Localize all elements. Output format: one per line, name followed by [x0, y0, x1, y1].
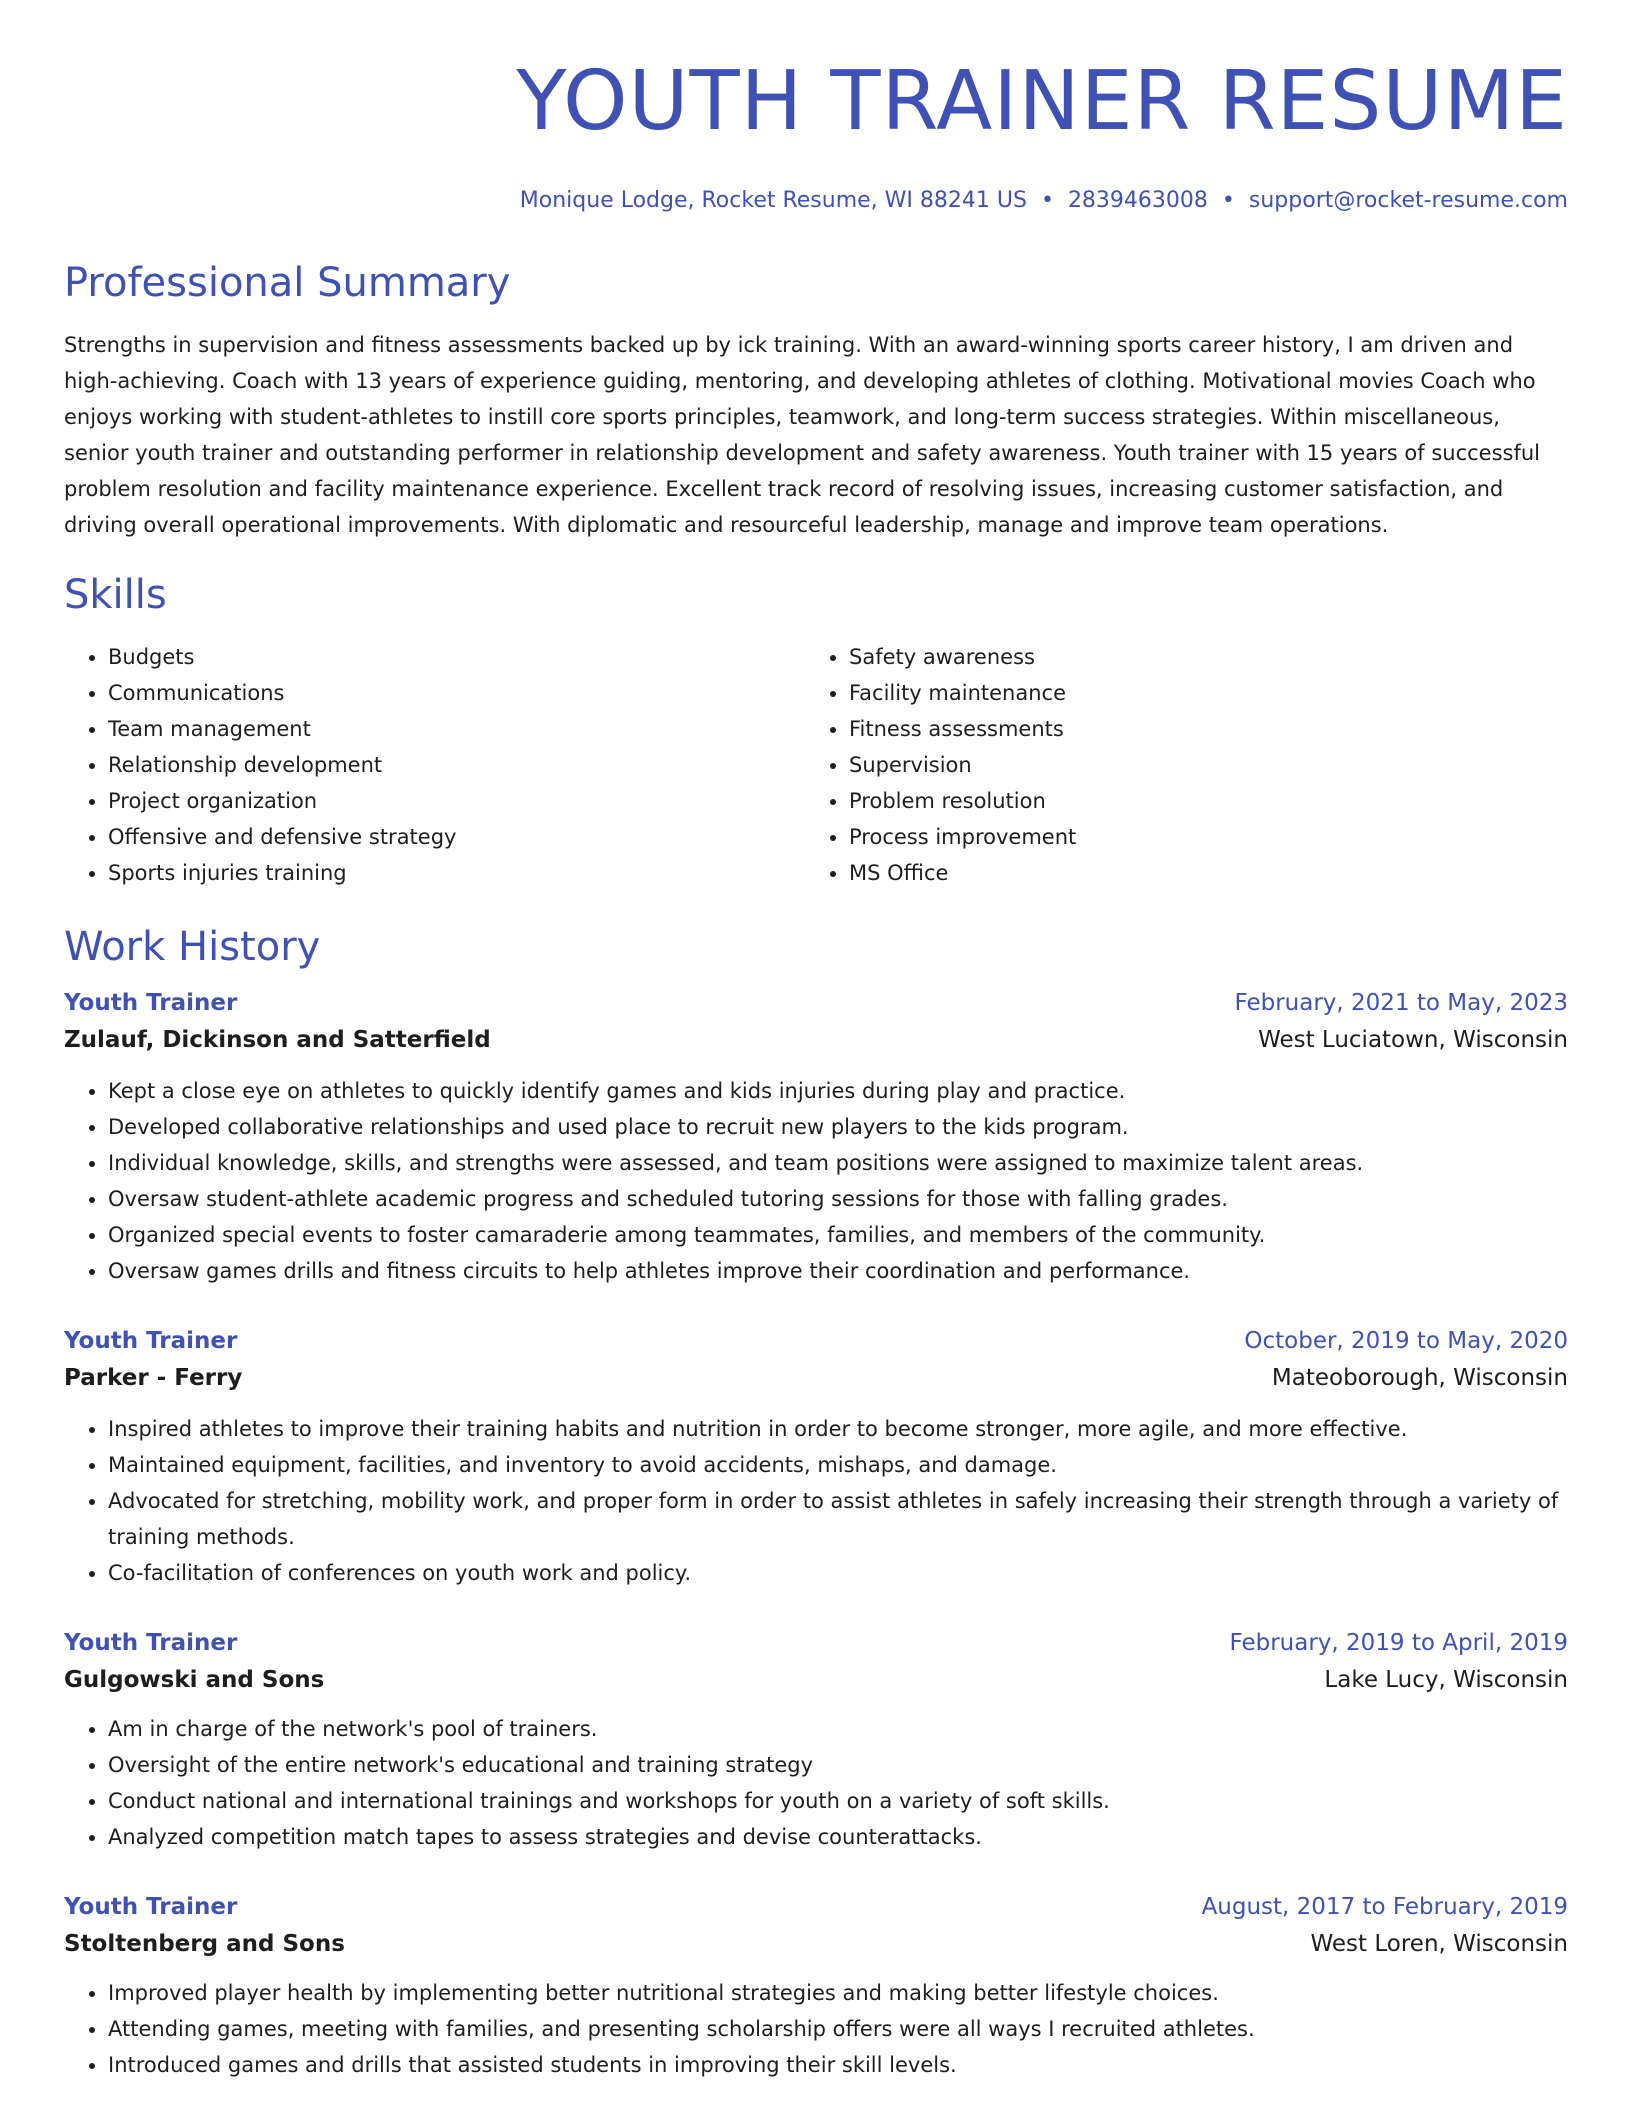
job-company: Gulgowski and Sons [64, 1667, 325, 1693]
job-bullets [64, 1411, 1568, 1591]
contact-address: Monique Lodge, Rocket Resume, WI 88241 US [519, 188, 1027, 213]
contact-email[interactable]: support@rocket-resume.com [1248, 188, 1568, 213]
job-bullet: • Improved player health by implementing better nutritional strategies and making better lifestyle choices. [108, 1975, 1568, 2011]
job-location: Mateoborough, Wisconsin [1271, 1365, 1568, 1391]
skill-item: • Project organization [108, 783, 805, 819]
job-company: Parker - Ferry [64, 1365, 243, 1391]
skills-heading: Skills [64, 572, 167, 618]
job-location: West Luciatown, Wisconsin [1258, 1027, 1568, 1053]
job-dates: February, 2019 to April, 2019 [1229, 1630, 1568, 1656]
summary-text: Strengths in supervision and fitness assessments backed up by ick training. With an award-winning sports career history, I am driven and high-achieving. Coach with 13 years of experience guiding, mentoring, and developing athletes of clothing. Motivational movies Coach who enjoys working with student-athletes to instill core sports principles, teamwork, and long-term success strategies. Within miscellaneous, senior youth trainer and outstanding performer in relationship development and safety awareness. Youth trainer with 15 years of successful problem resolution and facility maintenance experience. Excellent track record of resolving issues, increasing customer satisfaction, and driving overall operational improvements. With diplomatic and resourceful leadership, manage and improve team operations. [64, 333, 1541, 537]
job-bullet: • Attending games, meeting with families, and presenting scholarship offers were all ways I recruited athletes. [108, 2011, 1568, 2047]
job-company: Stoltenberg and Sons [64, 1931, 345, 1957]
skill-item: • Team management [108, 711, 805, 747]
job-title-row [64, 1625, 1568, 1661]
job-bullet: • Am in charge of the network's pool of trainers. [108, 1711, 1568, 1747]
work-history-heading: Work History [64, 924, 321, 970]
job-entry [64, 1323, 1568, 1591]
job-bullet: • Conduct national and international trainings and workshops for youth on a variety of soft skills. [108, 1783, 1568, 1819]
skill-item: • Relationship development [108, 747, 805, 783]
job-bullet: • Oversight of the entire network's educational and training strategy [108, 1747, 1568, 1783]
job-bullet: • Kept a close eye on athletes to quickly identify games and kids injuries during play and practice. [108, 1073, 1568, 1109]
job-bullet: • Advocated for stretching, mobility work, and proper form in order to assist athletes in safely increasing their strength through a variety of training methods. [108, 1483, 1568, 1555]
job-bullet: • Developed collaborative relationships and used place to recruit new players to the kids program. [108, 1109, 1568, 1145]
resume-header [64, 0, 1568, 215]
job-bullets [64, 1975, 1568, 2083]
job-company-row [64, 1021, 1568, 1059]
job-location: Lake Lucy, Wisconsin [1324, 1667, 1568, 1693]
skills-columns [64, 639, 1568, 891]
job-company: Zulauf, Dickinson and Satterfield [64, 1027, 491, 1053]
job-entry [64, 1625, 1568, 1855]
job-bullet: • Introduced games and drills that assisted students in improving their skill levels. [108, 2047, 1568, 2083]
job-bullet: • Inspired athletes to improve their training habits and nutrition in order to become stronger, more agile, and more effective. [108, 1411, 1568, 1447]
job-bullet: • Maintained equipment, facilities, and inventory to avoid accidents, mishaps, and damage. [108, 1447, 1568, 1483]
job-title: Youth Trainer [64, 1328, 238, 1354]
skills-list-right [805, 639, 1546, 891]
summary-heading: Professional Summary [64, 260, 511, 306]
job-company-row [64, 1661, 1568, 1699]
job-bullet: • Individual knowledge, skills, and strengths were assessed, and team positions were assigned to maximize talent areas. [108, 1145, 1568, 1181]
job-bullets [64, 1073, 1568, 1289]
contact-line [64, 187, 1568, 215]
job-bullet: • Oversaw games drills and fitness circuits to help athletes improve their coordination and performance. [108, 1253, 1568, 1289]
skill-item: • MS Office [849, 855, 1546, 891]
skill-item: • Facility maintenance [849, 675, 1546, 711]
skill-item: • Offensive and defensive strategy [108, 819, 805, 855]
skill-item: • Fitness assessments [849, 711, 1546, 747]
job-dates: October, 2019 to May, 2020 [1244, 1328, 1568, 1354]
job-location: West Loren, Wisconsin [1310, 1931, 1568, 1957]
job-bullets [64, 1711, 1568, 1855]
job-title: Youth Trainer [64, 990, 238, 1016]
skill-item: • Supervision [849, 747, 1546, 783]
job-bullet: • Organized special events to foster camaraderie among teammates, families, and members of the community. [108, 1217, 1568, 1253]
skill-item: • Safety awareness [849, 639, 1546, 675]
job-title-row [64, 985, 1568, 1021]
job-company-row [64, 1925, 1568, 1963]
job-title-row [64, 1323, 1568, 1359]
skill-item: • Communications [108, 675, 805, 711]
job-title: Youth Trainer [64, 1630, 238, 1656]
job-bullet: • Co-facilitation of conferences on youth work and policy. [108, 1555, 1568, 1591]
job-dates: February, 2021 to May, 2023 [1234, 990, 1568, 1016]
resume-title: YOUTH TRAINER RESUME [516, 54, 1568, 149]
job-bullet: • Oversaw student-athlete academic progress and scheduled tutoring sessions for those with falling grades. [108, 1181, 1568, 1217]
skill-item: • Sports injuries training [108, 855, 805, 891]
job-bullet: • Analyzed competition match tapes to assess strategies and devise counterattacks. [108, 1819, 1568, 1855]
contact-separator: • [1040, 188, 1054, 213]
job-dates: August, 2017 to February, 2019 [1201, 1894, 1568, 1920]
skill-item: • Problem resolution [849, 783, 1546, 819]
skill-item: • Process improvement [849, 819, 1546, 855]
job-title: Youth Trainer [64, 1894, 238, 1920]
skill-item: • Budgets [108, 639, 805, 675]
job-entry [64, 985, 1568, 1289]
job-company-row [64, 1359, 1568, 1397]
skills-list-left [64, 639, 805, 891]
job-entry [64, 1889, 1568, 2083]
job-title-row [64, 1889, 1568, 1925]
contact-separator: • [1221, 188, 1235, 213]
contact-phone: 2839463008 [1067, 188, 1208, 213]
